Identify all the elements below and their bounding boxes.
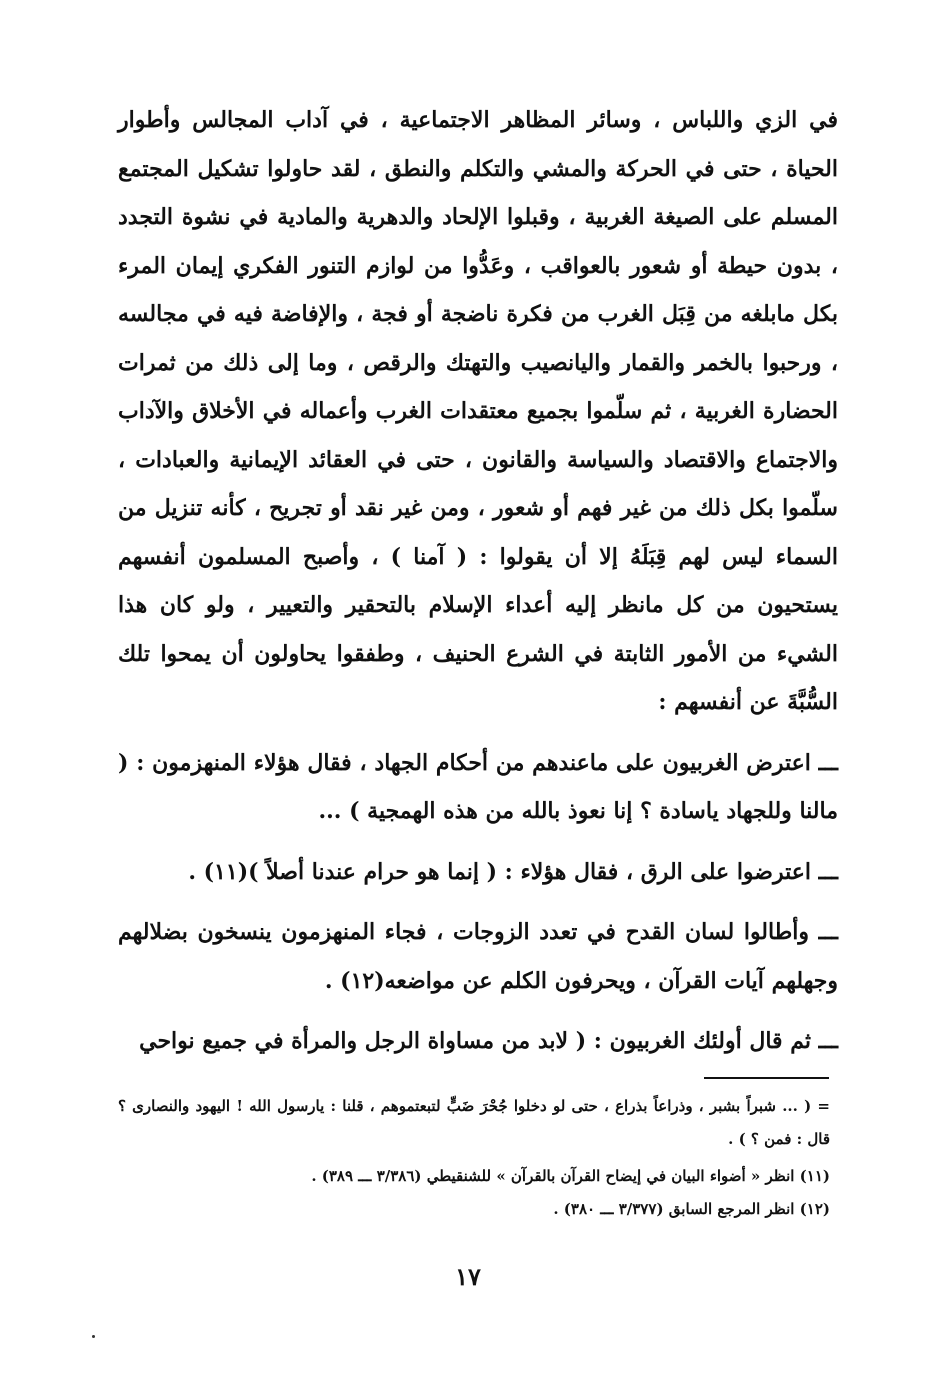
footnote-separator: [704, 1077, 829, 1079]
list-item-equality: ـــ ثم قال أولئك الغربيون : ( لابد من مساواة الرجل والمرأة في جميع نواحي: [139, 1028, 838, 1054]
list-item-jihad: ـــ اعترض الغربيون على ماعندهم من أحكام الجهاد ، فقال هؤلاء المنهزمون : ( مالنا وللجهاد ياسادة ؟ إنا نعوذ بالله من هذه الهمجية ) ...: [118, 749, 838, 824]
footnote-12: (١٢) انظر المرجع السابق (٣/٣٧٧ ـــ ٣٨٠) .: [553, 1200, 830, 1218]
page-number: ١٧: [455, 1262, 481, 1291]
main-text: [118, 96, 838, 1066]
main-paragraph: في الزي واللباس ، وسائر المظاهر الاجتماعية ، في آداب المجالس وأطوار الحياة ، حتى في الحركة والمشي والتكلم والنطق ، لقد حاولوا تشكيل المجتمع المسلم على الصيغة الغربية ، وقبلوا الإلحاد والدهرية والمادية في نشوة التجدد ، بدون حيطة أو شعور بالعواقب ، وعَدُّوا من لوازم التنور الفكري إيمان المرء بكل مابلغه من قِبَل الغرب من فكرة ناضجة أو فجة ، والإفاضة فيه في مجالسه ، ورحبوا بالخمر والقمار واليانصيب والتهتك والرقص ، وما إلى ذلك من ثمرات الحضارة الغربية ، ثم سلّموا بجميع معتقدات الغرب وأعماله في الأخلاق والآداب والاجتماع والاقتصاد والسياسة والقانون ، حتى في العقائد الإيمانية والعبادات ، سلّموا بكل ذلك من غير فهم أو شعور ، ومن غير نقد أو تجريح ، كأنه تنزيل من السماء ليس لهم قِبَلَهُ إلا أن يقولوا : ( آمنا ) ، وأصبح المسلمون أنفسهم يستحيون من كل مانظر إليه أعداء الإسلام بالتحقير والتعيير ، ولو كان هذا الشيء من الأمور الثابتة في الشرع الحنيف ، وطفقوا يحاولون أن يمحوا تلك السُّبَّةَ عن أنفسهم :: [118, 107, 838, 715]
list-item-slavery: ـــ اعترضوا على الرق ، فقال هؤلاء : ( إنما هو حرام عندنا أصلاً )(١١) .: [188, 858, 838, 885]
footnote-continuation: = ( ... شبراً بشبر ، وذراعاً بذراع ، حتى لو دخلوا جُحْرَ ضَبٍّ لتبعتموهم ، قلنا : يارسول الله ! اليهود والنصارى ؟ قال : فمن ؟ ) .: [118, 1097, 830, 1148]
footnotes: [118, 1090, 830, 1226]
footnote-11: (١١) انظر « أضواء البيان في إيضاح القرآن بالقرآن » للشنقيطي (٣/٣٨٦ ـــ ٣٨٩) .: [311, 1167, 830, 1185]
list-item-polygamy: ـــ وأطالوا لسان القدح في تعدد الزوجات ، فجاء المنهزمون ينسخون بضلالهم وجهلهم آيات القرآن ، ويحرفون الكلم عن مواضعه(١٢) .: [118, 919, 838, 994]
scan-speck: [92, 1335, 95, 1338]
